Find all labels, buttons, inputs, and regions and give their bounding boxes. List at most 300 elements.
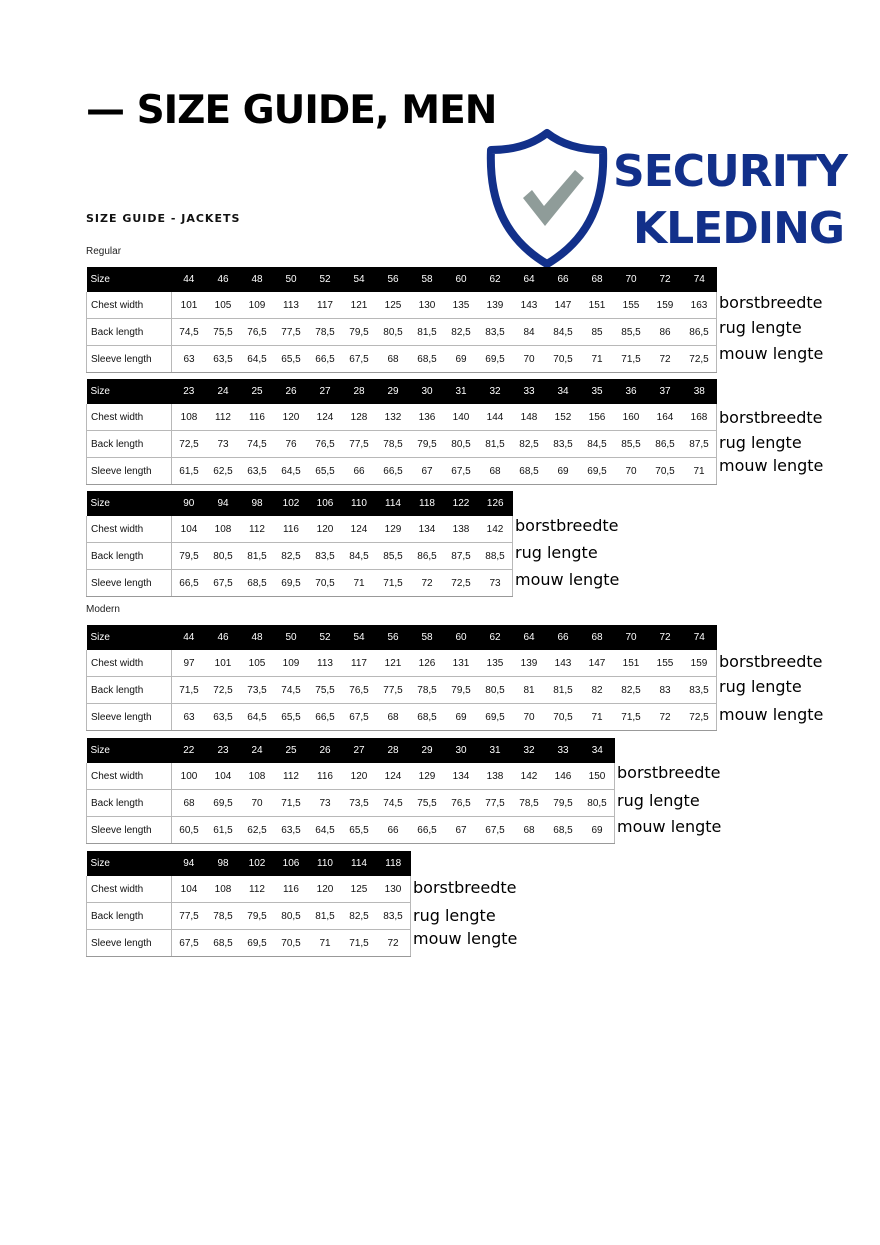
value-cell: 67 <box>410 458 444 485</box>
value-cell: 135 <box>444 292 478 319</box>
value-cell: 109 <box>240 292 274 319</box>
value-cell: 69 <box>444 346 478 373</box>
value-cell: 83,5 <box>682 677 717 704</box>
value-cell: 129 <box>410 763 444 790</box>
row-label-size: Size <box>87 379 172 404</box>
value-cell: 71,5 <box>614 704 648 731</box>
size-cell: 50 <box>274 267 308 292</box>
value-cell: 116 <box>274 876 308 903</box>
dutch-label-sleeve: mouw lengte <box>413 929 518 948</box>
value-cell: 75,5 <box>308 677 342 704</box>
value-cell: 66 <box>376 817 410 844</box>
value-cell: 87,5 <box>682 431 717 458</box>
size-cell: 23 <box>206 738 240 763</box>
table-header-row <box>87 491 513 516</box>
size-cell: 27 <box>308 379 342 404</box>
table-row-back <box>87 431 717 458</box>
value-cell: 82,5 <box>444 319 478 346</box>
value-cell: 85,5 <box>614 319 648 346</box>
row-label-chest: Chest width <box>87 650 172 677</box>
value-cell: 70,5 <box>546 346 580 373</box>
value-cell: 72,5 <box>444 570 478 597</box>
value-cell: 139 <box>478 292 512 319</box>
value-cell: 132 <box>376 404 410 431</box>
value-cell: 70,5 <box>546 704 580 731</box>
value-cell: 63,5 <box>274 817 308 844</box>
value-cell: 66,5 <box>172 570 207 597</box>
size-cell: 37 <box>648 379 682 404</box>
value-cell: 159 <box>648 292 682 319</box>
value-cell: 125 <box>342 876 376 903</box>
size-cell: 24 <box>240 738 274 763</box>
security-kleding-logo <box>485 128 865 268</box>
value-cell: 80,5 <box>206 543 240 570</box>
logo-text-security: SECURITY <box>613 146 847 197</box>
value-cell: 80,5 <box>580 790 615 817</box>
value-cell: 65,5 <box>274 704 308 731</box>
value-cell: 131 <box>444 650 478 677</box>
size-cell: 28 <box>342 379 376 404</box>
size-cell: 74 <box>682 625 717 650</box>
dutch-label-back: rug lengte <box>719 318 802 337</box>
value-cell: 71,5 <box>274 790 308 817</box>
value-cell: 82,5 <box>342 903 376 930</box>
table-row-chest <box>87 876 411 903</box>
value-cell: 152 <box>546 404 580 431</box>
value-cell: 68,5 <box>512 458 546 485</box>
value-cell: 84,5 <box>580 431 614 458</box>
value-cell: 67 <box>444 817 478 844</box>
value-cell: 81,5 <box>478 431 512 458</box>
size-cell: 70 <box>614 625 648 650</box>
logo-text-kleding: KLEDING <box>633 203 845 254</box>
value-cell: 69,5 <box>580 458 614 485</box>
row-label-sleeve: Sleeve length <box>87 570 172 597</box>
size-cell: 25 <box>274 738 308 763</box>
value-cell: 69,5 <box>206 790 240 817</box>
size-cell: 26 <box>308 738 342 763</box>
size-cell: 122 <box>444 491 478 516</box>
value-cell: 71 <box>342 570 376 597</box>
value-cell: 144 <box>478 404 512 431</box>
value-cell: 67,5 <box>206 570 240 597</box>
dutch-label-sleeve: mouw lengte <box>719 705 824 724</box>
row-label-sleeve: Sleeve length <box>87 704 172 731</box>
value-cell: 72,5 <box>682 704 717 731</box>
value-cell: 83,5 <box>308 543 342 570</box>
value-cell: 163 <box>682 292 717 319</box>
size-cell: 31 <box>444 379 478 404</box>
value-cell: 139 <box>512 650 546 677</box>
value-cell: 143 <box>546 650 580 677</box>
size-cell: 106 <box>274 851 308 876</box>
value-cell: 73 <box>308 790 342 817</box>
value-cell: 130 <box>376 876 411 903</box>
row-label-size: Size <box>87 625 172 650</box>
value-cell: 76,5 <box>308 431 342 458</box>
size-table-regular-3 <box>86 491 513 597</box>
dutch-label-chest: borstbreedte <box>413 878 517 897</box>
size-cell: 90 <box>172 491 207 516</box>
value-cell: 78,5 <box>410 677 444 704</box>
value-cell: 164 <box>648 404 682 431</box>
value-cell: 69 <box>444 704 478 731</box>
value-cell: 101 <box>206 650 240 677</box>
value-cell: 117 <box>308 292 342 319</box>
size-cell: 114 <box>342 851 376 876</box>
size-cell: 74 <box>682 267 717 292</box>
table-row-sleeve <box>87 346 717 373</box>
value-cell: 67,5 <box>342 346 376 373</box>
value-cell: 147 <box>546 292 580 319</box>
size-cell: 54 <box>342 267 376 292</box>
size-cell: 64 <box>512 625 546 650</box>
value-cell: 156 <box>580 404 614 431</box>
size-cell: 23 <box>172 379 207 404</box>
variant-label-modern: Modern <box>86 604 120 615</box>
value-cell: 79,5 <box>546 790 580 817</box>
value-cell: 136 <box>410 404 444 431</box>
value-cell: 105 <box>240 650 274 677</box>
size-cell: 46 <box>206 625 240 650</box>
table-row-chest <box>87 404 717 431</box>
value-cell: 72,5 <box>682 346 717 373</box>
size-cell: 32 <box>512 738 546 763</box>
value-cell: 71 <box>682 458 717 485</box>
table-row-sleeve <box>87 704 717 731</box>
dutch-label-back: rug lengte <box>413 906 496 925</box>
size-cell: 102 <box>274 491 308 516</box>
value-cell: 143 <box>512 292 546 319</box>
size-cell: 114 <box>376 491 410 516</box>
value-cell: 82,5 <box>274 543 308 570</box>
value-cell: 68 <box>478 458 512 485</box>
value-cell: 130 <box>410 292 444 319</box>
value-cell: 140 <box>444 404 478 431</box>
value-cell: 97 <box>172 650 207 677</box>
row-label-chest: Chest width <box>87 516 172 543</box>
value-cell: 69,5 <box>478 346 512 373</box>
value-cell: 68 <box>512 817 546 844</box>
section-heading: SIZE GUIDE - JACKETS <box>86 212 241 225</box>
value-cell: 126 <box>410 650 444 677</box>
size-cell: 62 <box>478 267 512 292</box>
value-cell: 70,5 <box>308 570 342 597</box>
value-cell: 120 <box>308 516 342 543</box>
value-cell: 84 <box>512 319 546 346</box>
size-table-modern-4 <box>86 625 717 731</box>
value-cell: 71,5 <box>614 346 648 373</box>
value-cell: 71,5 <box>342 930 376 957</box>
value-cell: 69 <box>580 817 615 844</box>
value-cell: 134 <box>410 516 444 543</box>
value-cell: 71,5 <box>376 570 410 597</box>
table-row-chest <box>87 650 717 677</box>
size-cell: 70 <box>614 267 648 292</box>
dutch-label-sleeve: mouw lengte <box>515 570 620 589</box>
table-header-row <box>87 738 615 763</box>
value-cell: 104 <box>172 876 207 903</box>
value-cell: 68,5 <box>240 570 274 597</box>
value-cell: 85,5 <box>376 543 410 570</box>
value-cell: 81 <box>512 677 546 704</box>
size-cell: 38 <box>682 379 717 404</box>
value-cell: 129 <box>376 516 410 543</box>
value-cell: 109 <box>274 650 308 677</box>
row-label-sleeve: Sleeve length <box>87 930 172 957</box>
value-cell: 68 <box>376 704 410 731</box>
dutch-label-chest: borstbreedte <box>719 408 823 427</box>
value-cell: 73,5 <box>342 790 376 817</box>
size-cell: 30 <box>444 738 478 763</box>
value-cell: 108 <box>206 516 240 543</box>
value-cell: 150 <box>580 763 615 790</box>
value-cell: 77,5 <box>376 677 410 704</box>
value-cell: 113 <box>308 650 342 677</box>
value-cell: 101 <box>172 292 207 319</box>
table-row-chest <box>87 292 717 319</box>
value-cell: 84,5 <box>342 543 376 570</box>
dutch-label-chest: borstbreedte <box>719 293 823 312</box>
size-cell: 66 <box>546 625 580 650</box>
size-cell: 25 <box>240 379 274 404</box>
value-cell: 64,5 <box>240 346 274 373</box>
value-cell: 74,5 <box>376 790 410 817</box>
value-cell: 66,5 <box>410 817 444 844</box>
size-cell: 60 <box>444 267 478 292</box>
row-label-size: Size <box>87 738 172 763</box>
table-row-back <box>87 790 615 817</box>
size-cell: 118 <box>376 851 411 876</box>
dutch-label-chest: borstbreedte <box>515 516 619 535</box>
size-cell: 30 <box>410 379 444 404</box>
row-label-back: Back length <box>87 319 172 346</box>
value-cell: 112 <box>206 404 240 431</box>
value-cell: 120 <box>274 404 308 431</box>
row-label-chest: Chest width <box>87 292 172 319</box>
value-cell: 70,5 <box>274 930 308 957</box>
dutch-label-back: rug lengte <box>617 791 700 810</box>
size-cell: 22 <box>172 738 207 763</box>
value-cell: 82,5 <box>614 677 648 704</box>
value-cell: 61,5 <box>206 817 240 844</box>
value-cell: 79,5 <box>172 543 207 570</box>
value-cell: 84,5 <box>546 319 580 346</box>
value-cell: 142 <box>512 763 546 790</box>
value-cell: 76,5 <box>240 319 274 346</box>
size-table-regular-1 <box>86 267 717 373</box>
value-cell: 124 <box>376 763 410 790</box>
shield-check-icon <box>485 128 609 268</box>
size-cell: 33 <box>512 379 546 404</box>
table-row-back <box>87 903 411 930</box>
value-cell: 65,5 <box>274 346 308 373</box>
dutch-label-sleeve: mouw lengte <box>719 456 824 475</box>
value-cell: 72 <box>410 570 444 597</box>
value-cell: 80,5 <box>274 903 308 930</box>
row-label-size: Size <box>87 491 172 516</box>
value-cell: 72 <box>648 346 682 373</box>
value-cell: 85,5 <box>614 431 648 458</box>
row-label-sleeve: Sleeve length <box>87 458 172 485</box>
size-cell: 60 <box>444 625 478 650</box>
row-label-sleeve: Sleeve length <box>87 817 172 844</box>
value-cell: 108 <box>240 763 274 790</box>
value-cell: 78,5 <box>308 319 342 346</box>
row-label-back: Back length <box>87 431 172 458</box>
row-label-size: Size <box>87 267 172 292</box>
value-cell: 116 <box>240 404 274 431</box>
value-cell: 124 <box>308 404 342 431</box>
size-cell: 50 <box>274 625 308 650</box>
row-label-chest: Chest width <box>87 876 172 903</box>
row-label-size: Size <box>87 851 172 876</box>
size-cell: 28 <box>376 738 410 763</box>
value-cell: 159 <box>682 650 717 677</box>
value-cell: 168 <box>682 404 717 431</box>
size-cell: 35 <box>580 379 614 404</box>
value-cell: 80,5 <box>444 431 478 458</box>
value-cell: 73 <box>206 431 240 458</box>
size-cell: 24 <box>206 379 240 404</box>
value-cell: 113 <box>274 292 308 319</box>
value-cell: 104 <box>206 763 240 790</box>
size-cell: 56 <box>376 625 410 650</box>
value-cell: 81,5 <box>546 677 580 704</box>
size-cell: 52 <box>308 267 342 292</box>
value-cell: 148 <box>512 404 546 431</box>
value-cell: 155 <box>648 650 682 677</box>
size-cell: 64 <box>512 267 546 292</box>
dutch-label-sleeve: mouw lengte <box>719 344 824 363</box>
size-cell: 52 <box>308 625 342 650</box>
value-cell: 75,5 <box>410 790 444 817</box>
value-cell: 86,5 <box>410 543 444 570</box>
value-cell: 138 <box>478 763 512 790</box>
value-cell: 79,5 <box>342 319 376 346</box>
value-cell: 72 <box>376 930 411 957</box>
value-cell: 68,5 <box>206 930 240 957</box>
value-cell: 108 <box>172 404 207 431</box>
value-cell: 69 <box>546 458 580 485</box>
table-row-back <box>87 319 717 346</box>
value-cell: 63,5 <box>206 346 240 373</box>
size-cell: 68 <box>580 267 614 292</box>
value-cell: 63,5 <box>240 458 274 485</box>
value-cell: 63 <box>172 704 207 731</box>
value-cell: 62,5 <box>240 817 274 844</box>
size-cell: 33 <box>546 738 580 763</box>
value-cell: 63 <box>172 346 207 373</box>
size-cell: 94 <box>172 851 207 876</box>
value-cell: 88,5 <box>478 543 513 570</box>
value-cell: 71 <box>308 930 342 957</box>
size-cell: 29 <box>410 738 444 763</box>
size-cell: 44 <box>172 267 207 292</box>
size-cell: 46 <box>206 267 240 292</box>
value-cell: 82 <box>580 677 614 704</box>
value-cell: 147 <box>580 650 614 677</box>
value-cell: 75,5 <box>206 319 240 346</box>
value-cell: 69,5 <box>478 704 512 731</box>
size-cell: 44 <box>172 625 207 650</box>
value-cell: 108 <box>206 876 240 903</box>
value-cell: 83 <box>648 677 682 704</box>
value-cell: 80,5 <box>478 677 512 704</box>
value-cell: 74,5 <box>274 677 308 704</box>
size-cell: 66 <box>546 267 580 292</box>
value-cell: 74,5 <box>240 431 274 458</box>
value-cell: 79,5 <box>444 677 478 704</box>
value-cell: 121 <box>342 292 376 319</box>
value-cell: 128 <box>342 404 376 431</box>
size-cell: 26 <box>274 379 308 404</box>
value-cell: 66,5 <box>376 458 410 485</box>
value-cell: 86 <box>648 319 682 346</box>
value-cell: 77,5 <box>342 431 376 458</box>
size-cell: 126 <box>478 491 513 516</box>
value-cell: 116 <box>308 763 342 790</box>
value-cell: 79,5 <box>410 431 444 458</box>
value-cell: 72,5 <box>206 677 240 704</box>
size-cell: 58 <box>410 267 444 292</box>
value-cell: 125 <box>376 292 410 319</box>
value-cell: 80,5 <box>376 319 410 346</box>
row-label-back: Back length <box>87 543 172 570</box>
value-cell: 83,5 <box>478 319 512 346</box>
dutch-label-back: rug lengte <box>719 677 802 696</box>
size-cell: 98 <box>240 491 274 516</box>
value-cell: 104 <box>172 516 207 543</box>
row-label-chest: Chest width <box>87 763 172 790</box>
value-cell: 61,5 <box>172 458 207 485</box>
value-cell: 117 <box>342 650 376 677</box>
value-cell: 73,5 <box>240 677 274 704</box>
value-cell: 67,5 <box>444 458 478 485</box>
value-cell: 68,5 <box>410 704 444 731</box>
size-cell: 56 <box>376 267 410 292</box>
page-title: — SIZE GUIDE, MEN <box>86 88 497 133</box>
value-cell: 85 <box>580 319 614 346</box>
value-cell: 62,5 <box>206 458 240 485</box>
value-cell: 78,5 <box>512 790 546 817</box>
table-row-sleeve <box>87 930 411 957</box>
dutch-label-back: rug lengte <box>515 543 598 562</box>
size-cell: 62 <box>478 625 512 650</box>
value-cell: 68 <box>172 790 207 817</box>
row-label-sleeve: Sleeve length <box>87 346 172 373</box>
value-cell: 116 <box>274 516 308 543</box>
value-cell: 160 <box>614 404 648 431</box>
size-cell: 54 <box>342 625 376 650</box>
value-cell: 82,5 <box>512 431 546 458</box>
table-row-chest <box>87 516 513 543</box>
value-cell: 83,5 <box>546 431 580 458</box>
table-header-row <box>87 267 717 292</box>
dutch-label-chest: borstbreedte <box>719 652 823 671</box>
value-cell: 120 <box>342 763 376 790</box>
table-row-chest <box>87 763 615 790</box>
value-cell: 71 <box>580 704 614 731</box>
value-cell: 77,5 <box>172 903 207 930</box>
value-cell: 86,5 <box>682 319 717 346</box>
dutch-label-back: rug lengte <box>719 433 802 452</box>
value-cell: 70 <box>614 458 648 485</box>
value-cell: 60,5 <box>172 817 207 844</box>
value-cell: 81,5 <box>240 543 274 570</box>
size-cell: 27 <box>342 738 376 763</box>
size-cell: 118 <box>410 491 444 516</box>
